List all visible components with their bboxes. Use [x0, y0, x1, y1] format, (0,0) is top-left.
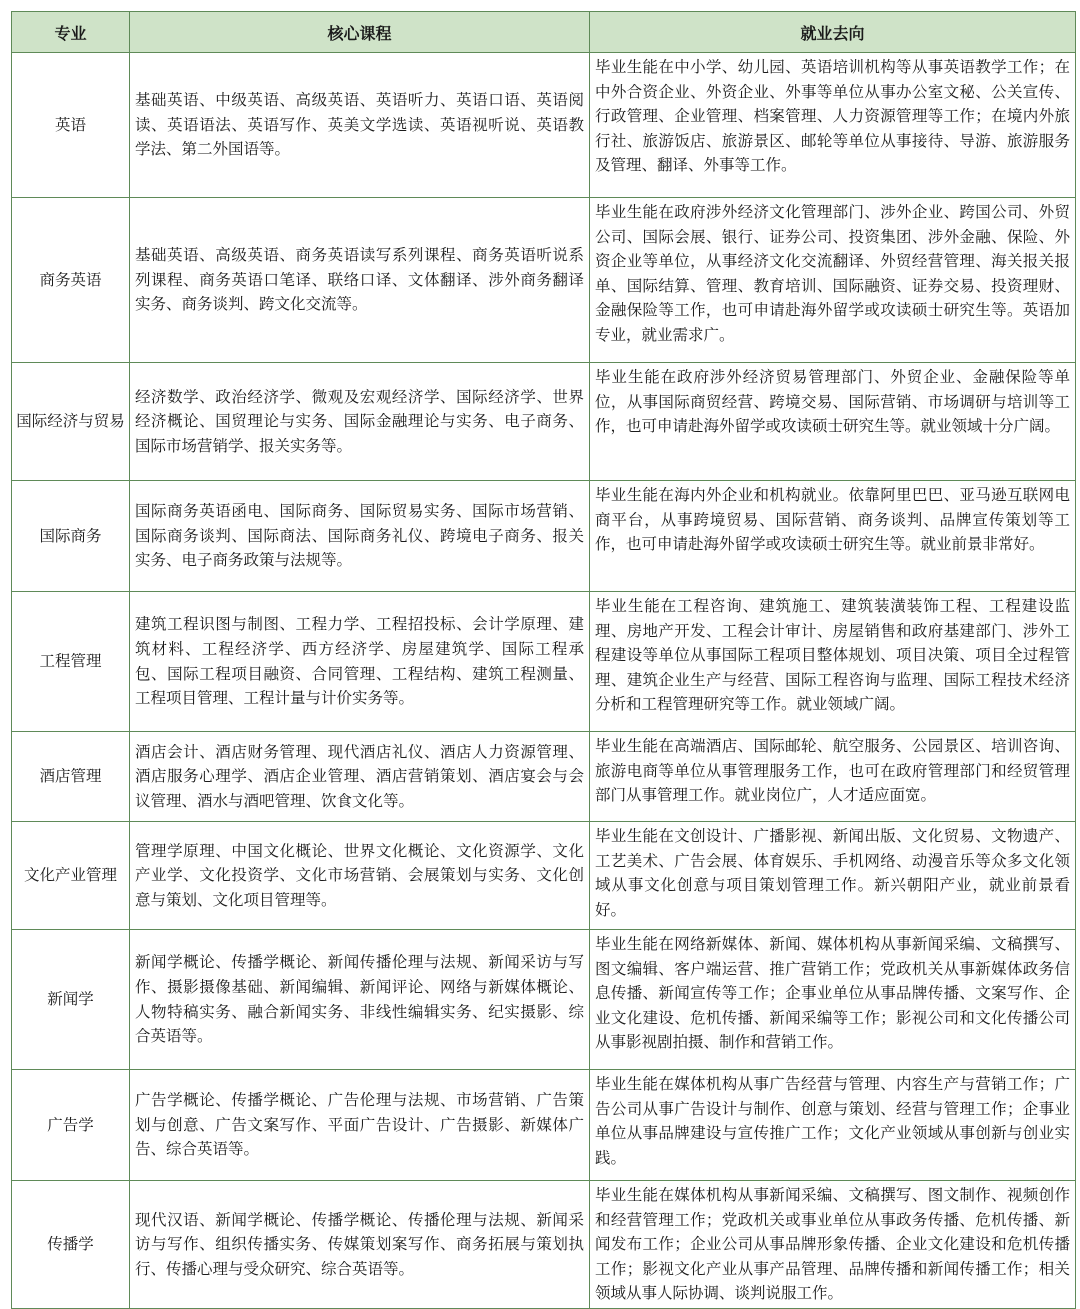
- courses-cell: 新闻学概论、传播学概论、新闻传播伦理与法规、新闻采访与写作、摄影摄像基础、新闻编辑、新闻评论、网络与新媒体概论、人物特稿实务、融合新闻实务、非线性编辑实务、纪实摄影、综合英语等。: [130, 930, 590, 1070]
- major-cell: 传播学: [12, 1181, 130, 1309]
- courses-cell: 现代汉语、新闻学概论、传播学概论、传播伦理与法规、新闻采访与写作、组织传播实务、传媒策划案写作、商务拓展与策划执行、传播心理与受众研究、综合英语等。: [130, 1181, 590, 1309]
- career-cell: 毕业生能在网络新媒体、新闻、媒体机构从事新闻采编、文稿撰写、图文编辑、客户端运营、推广营销工作；党政机关从事新媒体政务信息传播、新闻宣传等工作；企事业单位从事品牌传播、文案写作、企业文化建设、危机传播、新闻采编等工作；影视公司和文化传播公司从事影视剧拍摄、制作和营销工作。: [590, 930, 1076, 1070]
- header-row: [12, 12, 1076, 53]
- courses-cell: 广告学概论、传播学概论、广告伦理与法规、市场营销、广告策划与创意、广告文案写作、平面广告设计、广告摄影、新媒体广告、综合英语等。: [130, 1070, 590, 1181]
- table-row: [12, 930, 1076, 1070]
- table-row: [12, 732, 1076, 822]
- table-row: [12, 53, 1076, 198]
- courses-cell: 酒店会计、酒店财务管理、现代酒店礼仪、酒店人力资源管理、酒店服务心理学、酒店企业管理、酒店营销策划、酒店宴会与会议管理、酒水与酒吧管理、饮食文化等。: [130, 732, 590, 822]
- courses-cell: 建筑工程识图与制图、工程力学、工程招投标、会计学原理、建筑材料、工程经济学、西方经济学、房屋建筑学、国际工程承包、国际工程项目融资、合同管理、工程结构、建筑工程测量、工程项目管理、工程计量与计价实务等。: [130, 592, 590, 732]
- header-courses: 核心课程: [130, 12, 590, 53]
- major-cell: 酒店管理: [12, 732, 130, 822]
- major-cell: 国际商务: [12, 481, 130, 592]
- career-cell: 毕业生能在高端酒店、国际邮轮、航空服务、公园景区、培训咨询、旅游电商等单位从事管理服务工作，也可在政府管理部门和经贸管理部门从事管理工作。就业岗位广，人才适应面宽。: [590, 732, 1076, 822]
- majors-table: [11, 11, 1076, 1309]
- career-cell: 毕业生能在文创设计、广播影视、新闻出版、文化贸易、文物遗产、工艺美术、广告会展、体育娱乐、手机网络、动漫音乐等众多文化领域从事文化创意与项目策划管理工作。新兴朝阳产业，就业前景看好。: [590, 822, 1076, 930]
- table-container: [11, 11, 1075, 1309]
- career-cell: 毕业生能在政府涉外经济文化管理部门、涉外企业、跨国公司、外贸公司、国际会展、银行、证券公司、投资集团、涉外金融、保险、外资企业等单位，从事经济文化交流翻译、外贸经营管理、海关报关报单、国际结算、管理、教育培训、国际融资、证券交易、投资理财、金融保险等工作，也可申请赴海外留学或攻读硕士研究生等。英语加专业，就业需求广。: [590, 198, 1076, 363]
- major-cell: 国际经济与贸易: [12, 363, 130, 481]
- table-row: [12, 198, 1076, 363]
- major-cell: 广告学: [12, 1070, 130, 1181]
- table-row: [12, 822, 1076, 930]
- table-header: [12, 12, 1076, 53]
- career-cell: 毕业生能在媒体机构从事广告经营与管理、内容生产与营销工作；广告公司从事广告设计与制作、创意与策划、经营与管理工作；企事业单位从事品牌建设与宣传推广工作；文化产业领域从事创新与创业实践。: [590, 1070, 1076, 1181]
- courses-cell: 基础英语、高级英语、商务英语读写系列课程、商务英语听说系列课程、商务英语口笔译、联络口译、文体翻译、涉外商务翻译实务、商务谈判、跨文化交流等。: [130, 198, 590, 363]
- major-cell: 文化产业管理: [12, 822, 130, 930]
- career-cell: 毕业生能在工程咨询、建筑施工、建筑装潢装饰工程、工程建设监理、房地产开发、工程会计审计、房屋销售和政府基建部门、涉外工程建设等单位从事国际工程项目整体规划、项目决策、项目全过程管理、建筑企业生产与经营、国际工程咨询与监理、国际工程技术经济分析和工程管理研究等工作。就业领域广阔。: [590, 592, 1076, 732]
- career-cell: 毕业生能在海内外企业和机构就业。依靠阿里巴巴、亚马逊互联网电商平台，从事跨境贸易、国际营销、商务谈判、品牌宣传策划等工作，也可申请赴海外留学或攻读硕士研究生等。就业前景非常好。: [590, 481, 1076, 592]
- career-cell: 毕业生能在媒体机构从事新闻采编、文稿撰写、图文制作、视频创作和经营管理工作；党政机关或事业单位从事政务传播、危机传播、新闻发布工作；企业公司从事品牌形象传播、企业文化建设和危机传播工作；影视文化产业从事产品管理、品牌传播和新闻传播工作；相关领域从事人际协调、谈判说服工作。: [590, 1181, 1076, 1309]
- table-body: [12, 53, 1076, 1309]
- table-row: [12, 592, 1076, 732]
- table-row: [12, 481, 1076, 592]
- major-cell: 商务英语: [12, 198, 130, 363]
- courses-cell: 管理学原理、中国文化概论、世界文化概论、文化资源学、文化产业学、文化投资学、文化市场营销、会展策划与实务、文化创意与策划、文化项目管理等。: [130, 822, 590, 930]
- header-careers: 就业去向: [590, 12, 1076, 53]
- header-major: 专业: [12, 12, 130, 53]
- courses-cell: 基础英语、中级英语、高级英语、英语听力、英语口语、英语阅读、英语语法、英语写作、英美文学选读、英语视听说、英语教学法、第二外国语等。: [130, 53, 590, 198]
- table-row: [12, 1181, 1076, 1309]
- courses-cell: 经济数学、政治经济学、微观及宏观经济学、国际经济学、世界经济概论、国贸理论与实务、国际金融理论与实务、电子商务、国际市场营销学、报关实务等。: [130, 363, 590, 481]
- major-cell: 英语: [12, 53, 130, 198]
- table-row: [12, 363, 1076, 481]
- table-row: [12, 1070, 1076, 1181]
- major-cell: 新闻学: [12, 930, 130, 1070]
- career-cell: 毕业生能在中小学、幼儿园、英语培训机构等从事英语教学工作；在中外合资企业、外资企业、外事等单位从事办公室文秘、公关宣传、行政管理、企业管理、档案管理、人力资源管理等工作；在境内外旅行社、旅游饭店、旅游景区、邮轮等单位从事接待、导游、旅游服务及管理、翻译、外事等工作。: [590, 53, 1076, 198]
- courses-cell: 国际商务英语函电、国际商务、国际贸易实务、国际市场营销、国际商务谈判、国际商法、国际商务礼仪、跨境电子商务、报关实务、电子商务政策与法规等。: [130, 481, 590, 592]
- major-cell: 工程管理: [12, 592, 130, 732]
- career-cell: 毕业生能在政府涉外经济贸易管理部门、外贸企业、金融保险等单位，从事国际商贸经营、跨境交易、国际营销、市场调研与培训等工作，也可申请赴海外留学或攻读硕士研究生等。就业领域十分广阔。: [590, 363, 1076, 481]
